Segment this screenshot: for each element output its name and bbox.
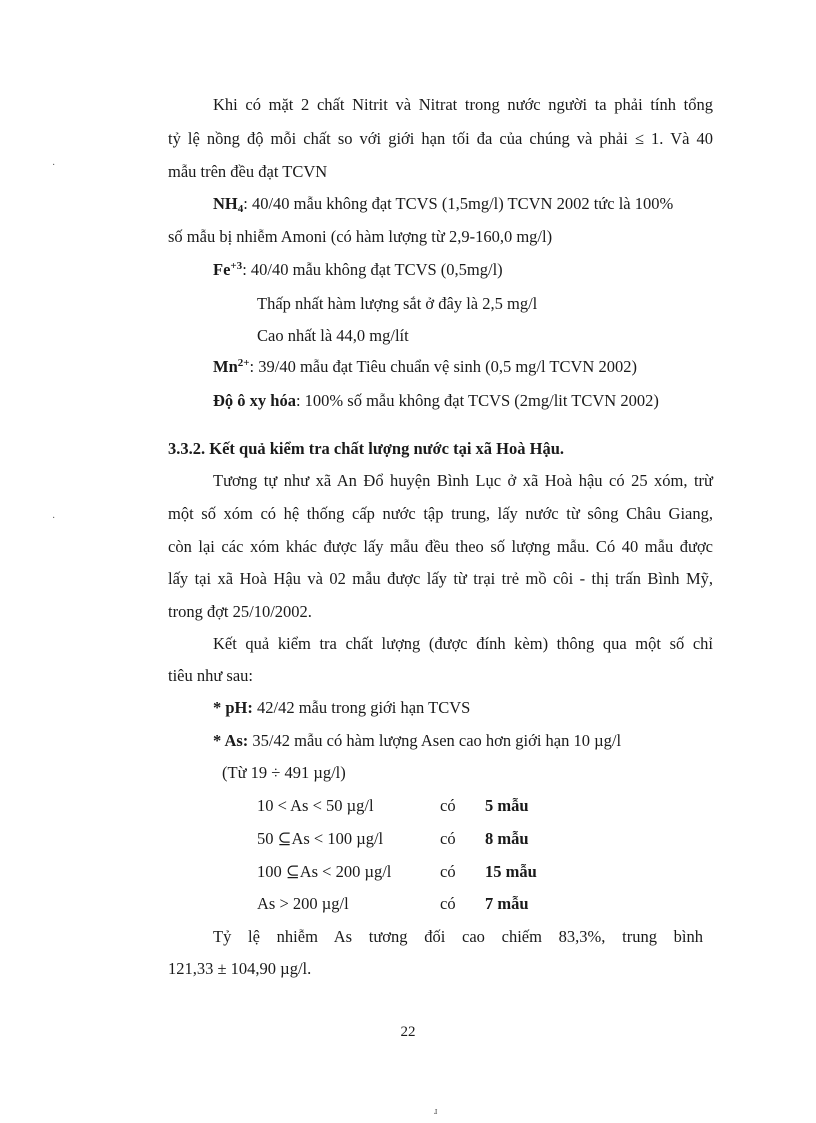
as-row-count: 8 mẫu xyxy=(485,829,529,848)
as-row-co: có xyxy=(440,894,456,913)
as-table-row xyxy=(0,795,600,817)
oxy-label: Độ ô xy hóa xyxy=(213,391,296,410)
fe-line xyxy=(213,259,503,281)
as-row-range: As > 200 µg/l xyxy=(257,894,349,913)
section-p1-line1: Tương tự như xã An Đổ huyện Bình Lục ở xã Hoà hậu có 25 xóm, trừ xyxy=(213,471,713,490)
as-table-row xyxy=(0,893,600,915)
as-table-row xyxy=(0,861,600,883)
scan-mark: ɹ xyxy=(434,1106,438,1117)
section-p1-line4: lấy tại xã Hoà Hậu và 02 mẫu được lấy từ trại trẻ mồ côi - thị trấn Bình Mỹ, xyxy=(168,569,713,588)
as-label: * As: xyxy=(213,731,249,750)
mn-label: $Mn^{2+}$ xyxy=(213,357,250,376)
ph-label: * pH: xyxy=(213,698,253,717)
oxy-line xyxy=(213,390,659,412)
para1-line2: tỷ lệ nồng độ mỗi chất so với giới hạn tối đa của chúng và phải ≤ 1. Và 40 xyxy=(168,129,713,148)
as-line xyxy=(213,730,621,752)
scan-mark: · xyxy=(52,513,56,524)
section-p2-line1: Kết quả kiểm tra chất lượng (được đính kèm) thông qua một số chỉ xyxy=(213,634,713,653)
para1-line3: mẫu trên đều đạt TCVN xyxy=(168,162,328,181)
as-range: (Từ 19 ÷ 491 µg/l) xyxy=(222,763,346,782)
page-number: 22 xyxy=(400,1024,416,1040)
mn-line xyxy=(213,356,637,378)
section-heading: 3.3.2. Kết quả kiểm tra chất lượng nước tại xã Hoà Hậu. xyxy=(168,439,565,458)
nh4-line1 xyxy=(213,193,673,215)
as-row-co: có xyxy=(440,796,456,815)
fe-text: : 40/40 mẫu không đạt TCVS (0,5mg/l) xyxy=(242,260,503,279)
as-text: 35/42 mẫu có hàm lượng Asen cao hơn giới hạn 10 µg/l xyxy=(248,731,622,750)
oxy-text: : 100% số mẫu không đạt TCVS (2mg/lit TCVN 2002) xyxy=(295,391,659,410)
as-row-count: 5 mẫu xyxy=(485,796,529,815)
as-row-count: 7 mẫu xyxy=(485,894,529,913)
fe-max: Cao nhất là 44,0 mg/lít xyxy=(257,326,409,345)
as-row-co: có xyxy=(440,829,456,848)
nh4-text1: : 40/40 mẫu không đạt TCVS (1,5mg/l) TCVN 2002 tức là 100% xyxy=(243,194,674,213)
fe-min: Thấp nhất hàm lượng sắt ở đây là 2,5 mg/l xyxy=(257,294,538,313)
as-row-range: 50 ⊆As < 100 µg/l xyxy=(257,829,384,848)
as-row-count: 15 mẫu xyxy=(485,862,537,881)
ph-line xyxy=(213,697,470,719)
nh4-line2: số mẫu bị nhiễm Amoni (có hàm lượng từ 2,9-160,0 mg/l) xyxy=(168,227,553,246)
as-row-range: 10 < As < 50 µg/l xyxy=(257,796,374,815)
section-p1-line3: còn lại các xóm khác được lấy mẫu đều theo số lượng mẫu. Có 40 mẫu được xyxy=(168,537,713,556)
fe-label: $Fe^{+3}$ xyxy=(213,260,243,279)
as-row-range: 100 ⊆As < 200 µg/l xyxy=(257,862,392,881)
section-p2-line2: tiêu như sau: xyxy=(168,666,254,685)
nh4-label: $NH_4$ xyxy=(213,194,244,215)
section-p1-line2: một số xóm có hệ thống cấp nước tập trung, lấy nước từ sông Châu Giang, xyxy=(168,504,713,523)
mn-text: : 39/40 mẫu đạt Tiêu chuẩn vệ sinh (0,5 mg/l TCVN 2002) xyxy=(249,357,637,376)
section-p1-line5: trong đợt 25/10/2002. xyxy=(168,602,312,621)
scan-mark: · xyxy=(52,160,56,171)
ph-text: 42/42 mẫu trong giới hạn TCVS xyxy=(252,698,471,717)
summary-line1: Tỷ lệ nhiễm As tương đối cao chiếm 83,3%, trung bình xyxy=(213,927,703,946)
as-row-co: có xyxy=(440,862,456,881)
summary-line2: 121,33 ± 104,90 µg/l. xyxy=(168,959,312,978)
as-table-row xyxy=(0,828,600,850)
para1-line1: Khi có mặt 2 chất Nitrit và Nitrat trong nước người ta phải tính tổng xyxy=(213,95,713,114)
